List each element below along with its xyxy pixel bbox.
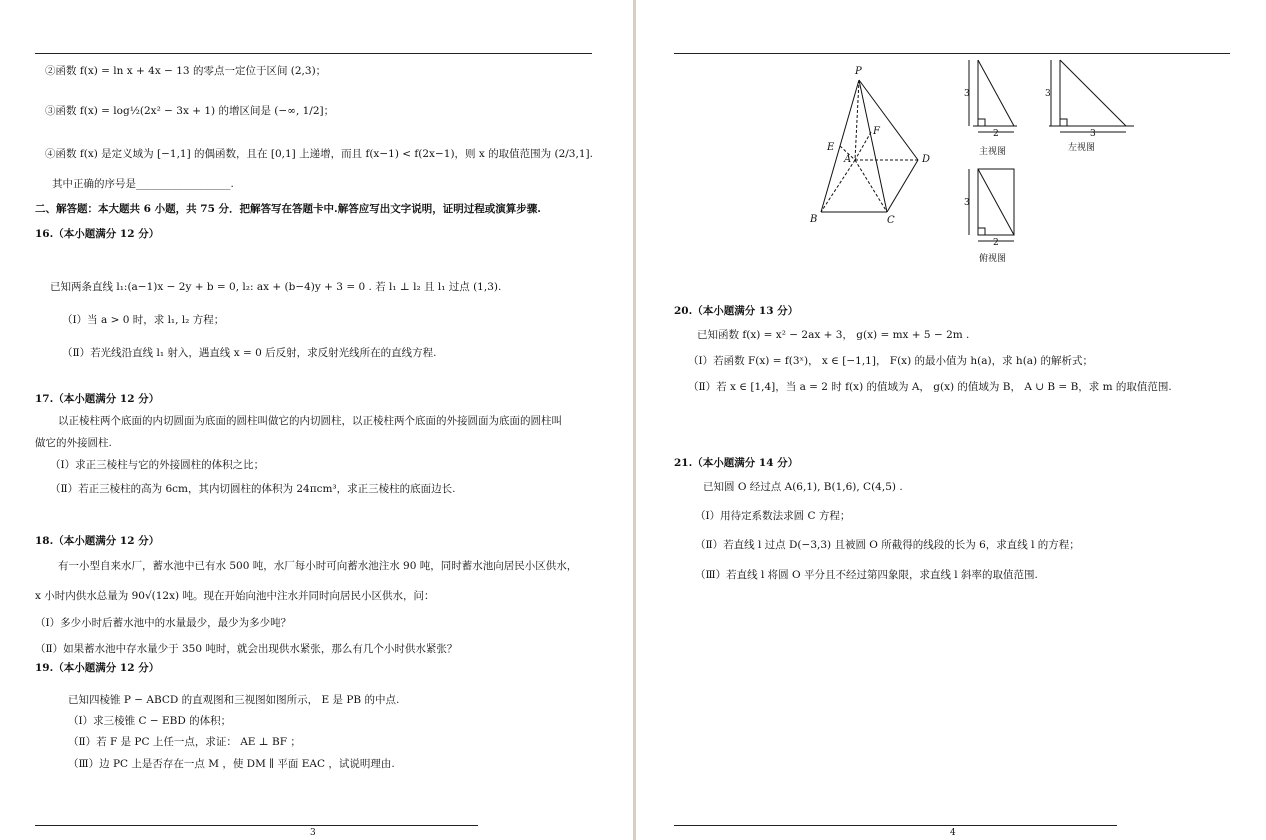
top-rule: [35, 53, 592, 54]
problem-19-part-3: （Ⅲ）边 PC 上是否存在一点 M ，使 DM ∥ 平面 EAC ，试说明理由.: [68, 758, 395, 770]
side-view-title: 左视图: [1068, 143, 1096, 153]
label-d: D: [922, 154, 931, 165]
segment-ac: [855, 160, 887, 212]
problem-20-heading: 20.（本小题满分 13 分）: [674, 305, 799, 317]
problem-17-part-1: （Ⅰ）求正三棱柱与它的外接圆柱的体积之比；: [50, 459, 265, 471]
problem-18-part-2: （Ⅱ）如果蓄水池中存水量少于 350 吨时，就会出现供水紧张，那么有几个小时供水紧张？: [35, 643, 458, 655]
problem-16-stem: 已知两条直线 l₁:(a−1)x − 2y + b = 0, l₂: ax + (b−4)y + 3 = 0 . 若 l₁ ⊥ l₂ 且 l₁ 过点 (1,3).: [50, 281, 502, 293]
problem-20-stem: 已知函数 f(x) = x² − 2ax + 3， g(x) = mx + 5 − 2m .: [697, 329, 970, 341]
side-view-height: 3: [1045, 89, 1051, 99]
page-number: 3: [310, 828, 316, 838]
front-view-title: 主视图: [979, 147, 1007, 157]
problem-21-part-1: （Ⅰ）用待定系数法求圆 C 方程；: [695, 510, 851, 522]
statement-2: ②函数 f(x) = ln x + 4x − 13 的零点一定位于区间 (2,3)；: [45, 65, 327, 77]
bottom-rule: [674, 825, 1117, 826]
problem-20-part-2: （Ⅱ）若 x ∈ [1,4]，当 a = 2 时 f(x) 的值域为 A， g(x) 的值域为 B， A ∪ B = B，求 m 的取值范围.: [688, 381, 1172, 393]
problem-17-heading: 17.（本小题满分 12 分）: [35, 393, 160, 405]
problem-19-part-1: （Ⅰ）求三棱锥 C − EBD 的体积；: [68, 715, 232, 727]
problem-18-stem-2: x 小时内供水总量为 90√(12x) 吨。现在开始向池中注水并同时向居民小区供水，问：: [35, 590, 435, 602]
problem-21-part-2: （Ⅱ）若直线 l 过点 D(−3,3) 且被圆 O 所截得的线段的长为 6，求直线 l 的方程；: [695, 539, 1080, 551]
side-view-base: 3: [1090, 129, 1096, 139]
problem-16-part-1: （Ⅰ）当 a > 0 时，求 l₁, l₂ 方程；: [62, 314, 225, 326]
page-number: 4: [950, 828, 956, 838]
problem-18-part-1: （Ⅰ）多少小时后蓄水池中的水量最少，最少为多少吨？: [35, 617, 292, 629]
edge-ab: [821, 160, 855, 212]
problem-17-stem-2: 做它的外接圆柱.: [35, 437, 112, 449]
top-view-title: 俯视图: [979, 254, 1007, 264]
problem-21-heading: 21.（本小题满分 14 分）: [674, 457, 799, 469]
label-c: C: [887, 215, 895, 226]
pyramid-figure: [807, 62, 947, 232]
label-f: F: [873, 126, 880, 137]
problem-18-heading: 18.（本小题满分 12 分）: [35, 535, 160, 547]
problem-21-stem: 已知圆 O 经过点 A(6,1), B(1,6), C(4,5) .: [703, 481, 903, 493]
problem-16-heading: 16.（本小题满分 12 分）: [35, 228, 160, 240]
top-view: [959, 165, 1029, 270]
problem-18-stem-1: 有一小型自来水厂，蓄水池中已有水 500 吨，水厂每小时可向蓄水池注水 90 吨，同时蓄水池向居民小区供水，: [58, 560, 578, 572]
label-e: E: [827, 142, 835, 153]
statement-3: ③函数 f(x) = log½(2x² − 3x + 1) 的增区间是 (−∞, 1/2]；: [45, 105, 335, 117]
problem-21-part-3: （Ⅲ）若直线 l 将圆 O 平分且不经过第四象限，求直线 l 斜率的取值范围.: [695, 569, 1038, 581]
label-b: B: [810, 214, 818, 225]
front-view: [959, 56, 1029, 161]
problem-16-part-2: （Ⅱ）若光线沿直线 l₁ 射入，遇直线 x = 0 后反射，求反射光线所在的直线方程.: [62, 347, 437, 359]
front-view-base: 2: [993, 129, 999, 139]
page-4: [637, 0, 1266, 840]
problem-19-heading: 19.（本小题满分 12 分）: [35, 662, 160, 674]
front-view-height: 3: [964, 89, 970, 99]
problem-19-stem: 已知四棱锥 P − ABCD 的直观图和三视图如图所示， E 是 PB 的中点.: [68, 694, 400, 706]
answer-blank: 其中正确的序号是__________________.: [52, 178, 234, 190]
top-view-base: 2: [993, 238, 999, 248]
problem-17-part-2: （Ⅱ）若正三棱柱的高为 6cm，其内切圆柱的体积为 24πcm³，求正三棱柱的底面边长.: [50, 483, 456, 495]
bottom-rule: [35, 825, 478, 826]
label-a: A: [844, 154, 852, 165]
top-view-height: 3: [964, 198, 970, 208]
problem-19-part-2: （Ⅱ）若 F 是 PC 上任一点，求证： AE ⊥ BF ；: [68, 736, 301, 748]
problem-17-stem-1: 以正棱柱两个底面的内切圆面为底面的圆柱叫做它的内切圆柱，以正棱柱两个底面的外接圆面为底面的圆柱叫: [58, 415, 562, 427]
side-view: [1044, 56, 1144, 161]
segment-fa: [855, 132, 871, 160]
top-rule: [674, 53, 1230, 54]
statement-4: ④函数 f(x) 是定义域为 [−1,1] 的偶函数，且在 [0,1] 上递增，而且 f(x−1) < f(2x−1)，则 x 的取值范围为 (2/3,1].: [45, 148, 593, 160]
problem-20-part-1: （Ⅰ）若函数 F(x) = f(3ˣ)， x ∈ [−1,1]， F(x) 的最小值为 h(a)，求 h(a) 的解析式；: [688, 355, 1093, 367]
label-p: P: [855, 66, 862, 77]
edge-cd: [887, 160, 918, 212]
section-heading: 二、解答题：本大题共 6 小题，共 75 分．把解答写在答题卡中.解答应写出文字说明，证明过程或演算步骤.: [35, 203, 541, 215]
